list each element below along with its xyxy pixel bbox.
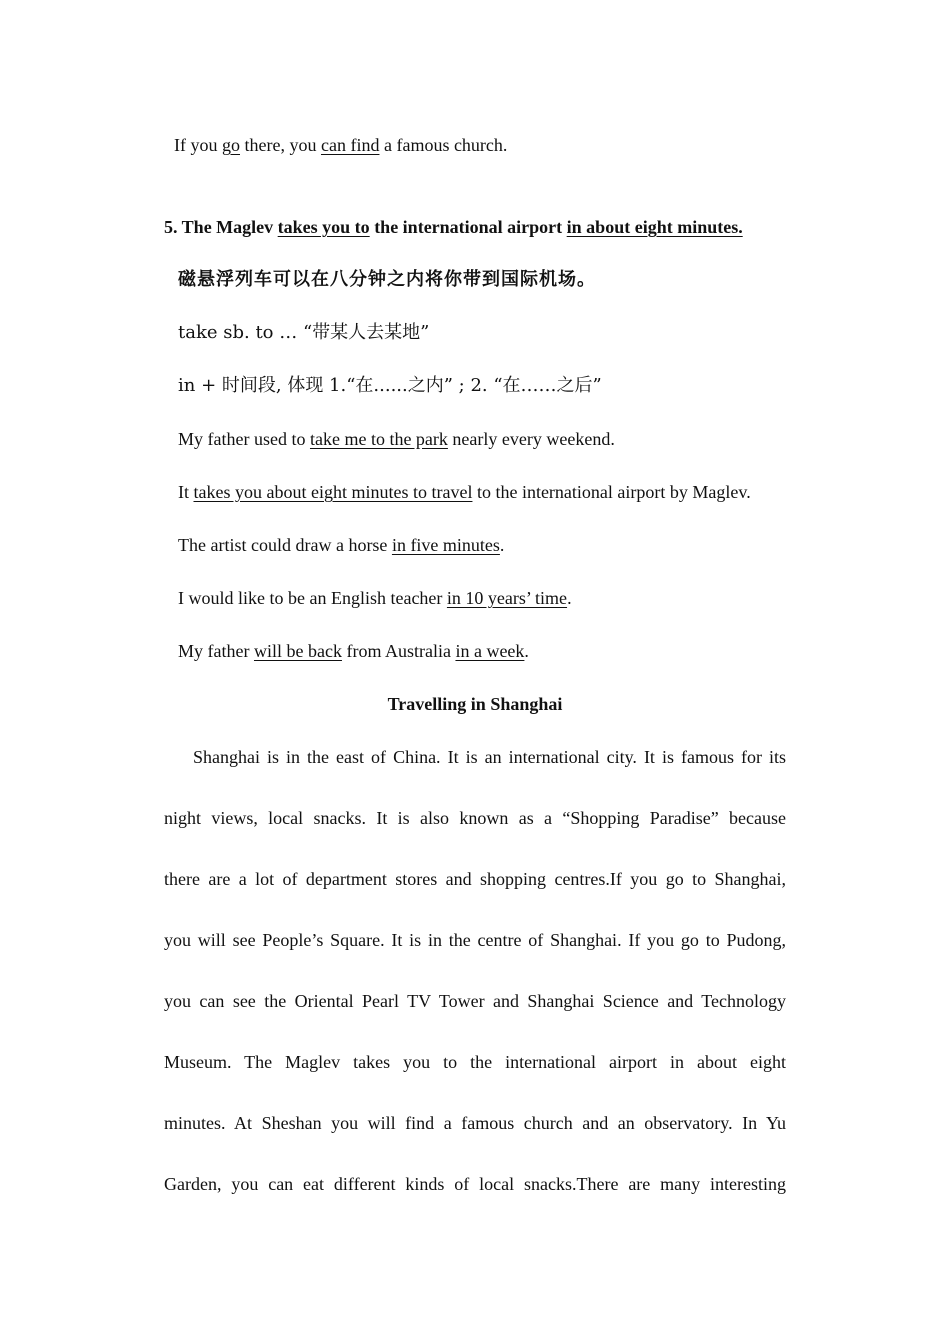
example-sentence [178,481,751,503]
example-sentence-go [174,134,507,156]
passage-line: minutes. At Sheshan you will find a famous church and an observatory. In Yu [164,1113,786,1133]
note-take-sb-to: take sb. to … “带某人去某地” [178,322,430,343]
text-segment: 5. The Maglev [164,217,278,237]
passage-line: there are a lot of department stores and shopping centres.If you go to Shanghai, [164,869,786,889]
example-sentence [178,587,572,609]
text-segment: My father [178,641,254,661]
text-segment: nearly every weekend. [447,429,615,449]
text-segment: the international airport [369,217,567,237]
text-segment: If you [174,135,222,155]
passage-line: Shanghai is in the east of China. It is an international city. It is famous for its [193,747,786,767]
text-segment: My father used to [178,429,310,449]
example-sentence [178,640,529,662]
passage-title: Travelling in Shanghai [387,694,563,714]
passage-line: Garden, you can eat different kinds of local snacks.There are many interesting [164,1174,786,1194]
text-segment: . [567,588,572,608]
example-sentence [178,428,615,450]
text-segment: The artist could draw a horse [178,535,392,555]
underlined-phrase: takes you about eight minutes to travel [193,482,473,502]
underlined-phrase: in 10 years’ time [446,588,568,608]
note-in-time-period: in + 时间段, 体现 1.“在......之内” ; 2. “在……之后” [178,375,602,396]
underlined-phrase: takes you to [277,217,370,237]
underlined-phrase: in a week [455,641,525,661]
text-segment: there, you [240,135,321,155]
item-5-translation: 磁悬浮列车可以在八分钟之内将你带到国际机场。 [178,269,596,290]
text-segment: . [524,641,529,661]
passage-line: night views, local snacks. It is also known as a “Shopping Paradise” because [164,808,786,828]
text-segment: to the international airport by Maglev. [472,482,751,502]
underlined-phrase: can find [320,135,380,155]
text-segment: It [178,482,194,502]
underlined-phrase: in five minutes [391,535,500,555]
passage-line: you can see the Oriental Pearl TV Tower and Shanghai Science and Technology [164,991,786,1011]
underlined-phrase: take me to the park [309,429,448,449]
text-segment: from Australia [341,641,456,661]
text-segment: . [499,535,505,555]
passage-line: Museum. The Maglev takes you to the international airport in about eight [164,1052,786,1072]
text-segment: a famous church. [379,135,508,155]
example-sentence [178,534,504,556]
underlined-phrase: in about eight minutes. [566,217,743,237]
underlined-phrase: will be back [253,641,342,661]
item-5-heading [164,216,743,238]
underlined-phrase: go [222,135,240,155]
passage-line: you will see People’s Square. It is in the centre of Shanghai. If you go to Pudong, [164,930,786,950]
text-segment: I would like to be an English teacher [178,588,447,608]
